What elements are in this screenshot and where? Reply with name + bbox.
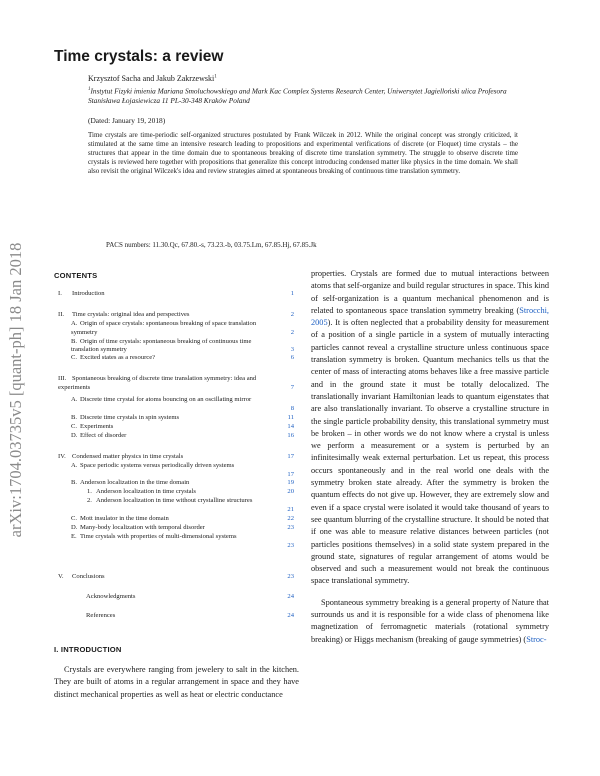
toc-page-number[interactable]: 1 bbox=[290, 290, 294, 297]
toc-entry-label bbox=[72, 593, 287, 602]
toc-page-number[interactable]: 23 bbox=[287, 541, 294, 549]
toc-entry-label bbox=[71, 423, 276, 432]
toc-entry-label bbox=[71, 320, 276, 337]
introduction-heading: I. INTRODUCTION bbox=[54, 645, 122, 654]
toc-entry-label bbox=[71, 338, 276, 355]
contents-heading: CONTENTS bbox=[54, 271, 98, 280]
toc-entry-number: IV. bbox=[58, 453, 66, 460]
toc-entry-label bbox=[58, 290, 273, 299]
toc-entry-label bbox=[71, 462, 276, 471]
toc-page-number[interactable]: 6 bbox=[290, 354, 294, 361]
paragraph-2-text: Spontaneous symmetry breaking is a general property of Nature that surrounds us and it is responsible for a wide class of phenomena like magnetization of ferromagnetic materials (rotational symmetry breaking) or Higgs mechanism (breaking of gauge symmetries) ( bbox=[311, 597, 549, 644]
toc-entry-label bbox=[71, 432, 276, 441]
pacs-numbers: PACS numbers: 11.30.Qc, 67.80.-s, 73.23.-b, 03.75.Lm, 67.85.Hj, 67.85.Jk bbox=[106, 241, 317, 249]
toc-page-number[interactable]: 2 bbox=[290, 311, 294, 318]
toc-entry-number: A. bbox=[71, 462, 78, 469]
toc-entry-label bbox=[58, 573, 273, 582]
citation-strocchi-link-2[interactable]: Stroc- bbox=[526, 634, 547, 644]
toc-page-number[interactable]: 16 bbox=[287, 432, 294, 439]
author-superscript: 1 bbox=[214, 74, 217, 80]
toc-entry-number: V. bbox=[58, 573, 64, 580]
toc-entry-number: 2. bbox=[87, 497, 92, 504]
toc-page-number[interactable]: 11 bbox=[287, 414, 294, 421]
toc-entry-text: Mott insulator in the time domain bbox=[80, 515, 169, 522]
toc-entry-text: Anderson localization in time without crystalline structures bbox=[96, 497, 253, 504]
paragraph-1-text-a: properties. Crystals are formed due to mutual interactions between atoms that self-organize and build regular structures in space. This kind of self-organization is a quantum mechanical phenomenon and is related to spontaneous space translation symmetry breaking ( bbox=[311, 269, 549, 315]
authors bbox=[88, 74, 217, 83]
arxiv-sidebar-stamp bbox=[6, 190, 26, 590]
toc-entry-text: Anderson localization in the time domain bbox=[80, 479, 190, 486]
toc-entry-label bbox=[71, 414, 276, 423]
toc-page-number[interactable]: 21 bbox=[287, 505, 294, 513]
date-line: (Dated: January 19, 2018) bbox=[88, 116, 166, 125]
toc-page-number[interactable]: 22 bbox=[287, 515, 294, 522]
toc-entry-number: C. bbox=[71, 354, 78, 361]
paragraph-1-text-b: ). It is often neglected that a probability density for measurement of a position of a single particle in a system of mutually interacting particles cannot reveal a crystalline structure unless continuous space translation symmetry is broken. Quantum mechanics tells us that the center of mass of interacting atoms behaves like a free massive particle and in the ground state it must be totally delocalized. The translationally invariant Hamiltonian leads to quantum eigenstates that are also translationally invariant. To observe a crystalline structure in the single particle probability density, this translational symmetry must be broken – in other words we do not know where a crystal is unless we perform a measurement or a system is perturbed by an infinitesimally weak external perturbation. Let us repeat, this process occurs spontaneously and in the real world one deals with the symmetry broken state already. After the symmetry is broken the quantum effects do not give up. However, they are extremely slow and even if a space crystal were isolated it would take thousand of years to see quantum blurring of the crystalline structure. It should be noted that if one was able to measure relative distances between particles (not particles positions themselves) in a solid state system prepared in the ground state, signatures of regular arrangement of atoms would be observed and such a measurement would not break the continuous space translational symmetry. bbox=[311, 318, 549, 586]
toc-page-number[interactable]: 17 bbox=[287, 470, 294, 478]
toc-entry-text: Introduction bbox=[72, 290, 105, 297]
arxiv-id-text: arXiv:1704.03735v5 [quant-ph] 18 Jan 2018 bbox=[6, 242, 25, 538]
toc-page-number[interactable]: 7 bbox=[290, 383, 294, 391]
toc-entry-label bbox=[71, 515, 276, 524]
affiliation-superscript: 1 bbox=[88, 87, 91, 92]
toc-entry-text: Many-body localization with temporal disorder bbox=[80, 524, 205, 531]
abstract: Time crystals are time-periodic self-organized structures postulated by Frank Wilczek in 2012. While the original concept was strongly criticized, it stimulated at the same time an intensive research leading to propositions and experimental verifications of discrete (or Floquet) time crystals – the structures that appear in the time domain due to spontaneous breaking of discrete time translation symmetry. The struggle to observe discrete time crystals is reviewed here together with propositions that generalize this concept introducing condensed matter like physics in the time domain. We shall also revisit the original Wilczek's idea and review strategies aimed at spontaneous breaking of continuous time translation symmetry. bbox=[88, 131, 518, 176]
toc-entry-text: Anderson localization in time crystals bbox=[96, 488, 196, 495]
toc-entry-label bbox=[72, 612, 287, 621]
toc-page-number[interactable]: 17 bbox=[287, 453, 294, 460]
toc-entry-number: II. bbox=[58, 311, 65, 318]
toc-entry-number: 1. bbox=[87, 488, 92, 495]
toc-entry-number: C. bbox=[71, 515, 78, 522]
toc-entry-number: C. bbox=[71, 423, 78, 430]
toc-page-number[interactable]: 14 bbox=[287, 423, 294, 430]
citation-strocchi-link[interactable]: Strocchi, 2005 bbox=[311, 305, 549, 328]
affiliation-text: Instytut Fizyki imienia Mariana Smoluchowskiego and Mark Kac Complex Systems Research Center, Uniwersytet Jagielloński ulica Profesora Stanisława Łojasiewicza 11 PL-30-348 Kraków Poland bbox=[88, 86, 507, 106]
toc-entry-number: A. bbox=[71, 320, 78, 327]
toc-page-number[interactable]: 23 bbox=[287, 524, 294, 531]
toc-entry-label bbox=[87, 497, 275, 506]
toc-entry-label bbox=[58, 375, 273, 392]
toc-entry-label bbox=[71, 354, 276, 363]
body-paragraph-1 bbox=[311, 268, 549, 588]
affiliation bbox=[88, 85, 518, 106]
toc-page-number[interactable]: 20 bbox=[287, 488, 294, 495]
toc-entry-text: Origin of time crystals: spontaneous breaking of continuous time translation symmetry bbox=[71, 337, 252, 354]
toc-entry-label bbox=[71, 396, 276, 405]
body-paragraph-2 bbox=[311, 597, 549, 646]
author-names: Krzysztof Sacha and Jakub Zakrzewski bbox=[88, 74, 215, 83]
paper-title: Time crystals: a review bbox=[54, 48, 224, 65]
toc-entry-number: B. bbox=[71, 414, 78, 421]
toc-page-number[interactable]: 8 bbox=[290, 404, 294, 412]
toc-page-number[interactable]: 23 bbox=[287, 573, 294, 580]
toc-entry-text: Acknowledgments bbox=[86, 593, 136, 600]
toc-entry-label bbox=[71, 479, 276, 488]
toc-entry-text: Time crystals with properties of multi-dimensional systems bbox=[80, 533, 237, 540]
toc-entry-number: E. bbox=[71, 533, 77, 540]
toc-entry-text: References bbox=[86, 612, 116, 619]
toc-page-number[interactable]: 3 bbox=[290, 346, 294, 354]
toc-entry-label bbox=[58, 311, 273, 320]
right-column-body bbox=[311, 268, 549, 646]
toc-page-number[interactable]: 24 bbox=[287, 593, 294, 600]
toc-entry-label bbox=[87, 488, 275, 497]
toc-entry-text: Space periodic systems versus periodically driven systems bbox=[80, 462, 235, 469]
toc-entry-text: Effect of disorder bbox=[80, 432, 127, 439]
toc-entry-text: Time crystals: original idea and perspectives bbox=[72, 311, 190, 318]
toc-entry-number: D. bbox=[71, 432, 78, 439]
toc-entry-label bbox=[71, 533, 276, 542]
toc-page-number[interactable]: 24 bbox=[287, 612, 294, 619]
toc-entry-number: B. bbox=[71, 479, 78, 486]
toc-page-number[interactable]: 19 bbox=[287, 479, 294, 486]
toc-entry-label bbox=[71, 524, 276, 533]
toc-entry-number: B. bbox=[71, 337, 78, 345]
toc-entry-text: Excited states as a resource? bbox=[80, 354, 156, 361]
toc-entry-text: Experiments bbox=[80, 423, 114, 430]
toc-entry-label bbox=[58, 453, 273, 462]
toc-entry-text: Discrete time crystal for atoms bouncing on an oscillating mirror bbox=[80, 396, 252, 403]
toc-page-number[interactable]: 2 bbox=[290, 328, 294, 336]
toc-entry-number: III. bbox=[58, 375, 67, 382]
toc-entry-number: D. bbox=[71, 524, 78, 531]
toc-entry-number: A. bbox=[71, 396, 78, 403]
toc-entry-number: I. bbox=[58, 290, 62, 297]
toc-entry-text: Spontaneous breaking of discrete time translation symmetry: idea and experiments bbox=[58, 375, 257, 391]
toc-entry-text: Origin of space crystals: spontaneous breaking of space translation symmetry bbox=[71, 320, 257, 336]
toc-entry-text: Condensed matter physics in time crystals bbox=[72, 453, 184, 460]
introduction-text: Crystals are everywhere ranging from jewelery to salt in the kitchen. They are built of atoms in a regular arrangement in space and they have distinct mechanical properties as well as heat or electric conductance bbox=[54, 665, 299, 699]
introduction-paragraph bbox=[54, 664, 299, 701]
toc-entry-text: Conclusions bbox=[72, 573, 105, 580]
toc-entry-text: Discrete time crystals in spin systems bbox=[80, 414, 180, 421]
